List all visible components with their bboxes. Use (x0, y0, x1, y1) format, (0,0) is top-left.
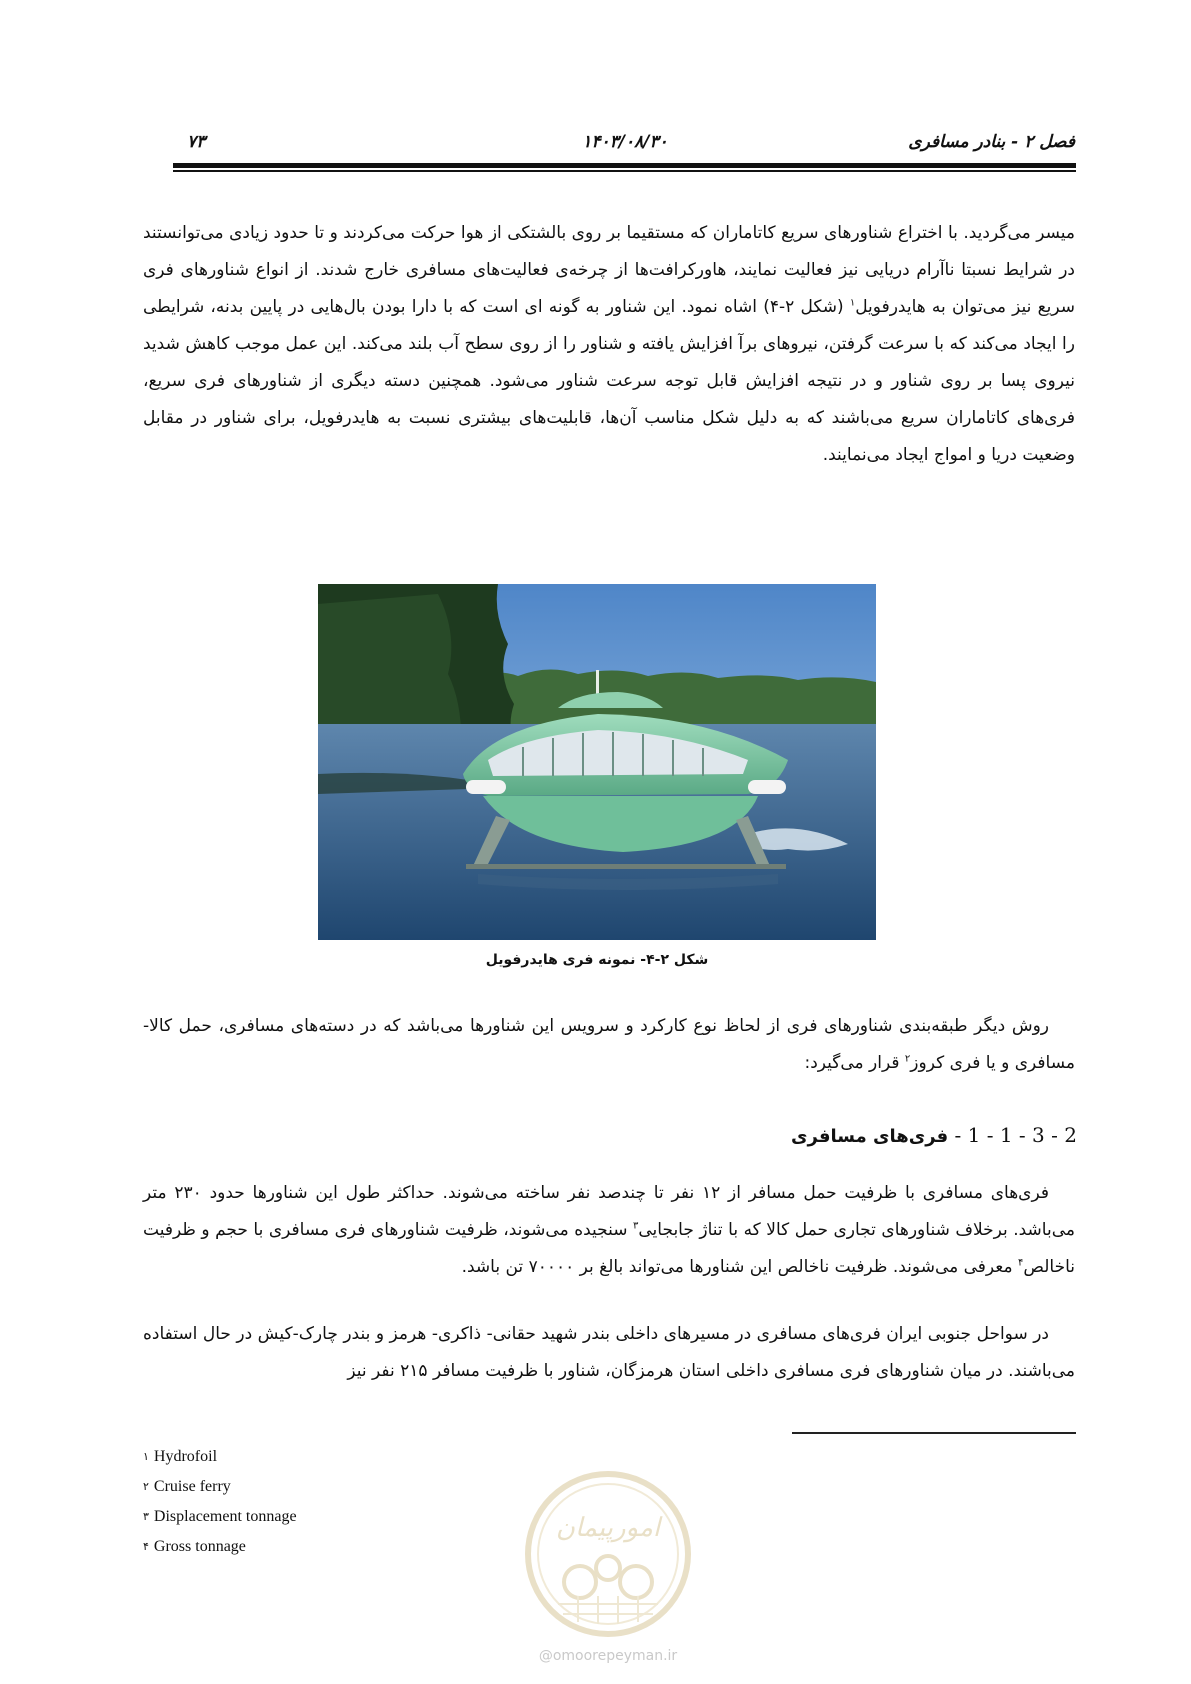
footnote-ref: ۱ (849, 297, 856, 309)
footnote-text: Displacement tonnage (153, 1508, 297, 1525)
paragraph-text: سنجیده می‌شوند، ظرفیت شناورهای فری مسافری با حجم و ظرفیت ناخالص (143, 1220, 1075, 1277)
footnote-number: ۴ (143, 1541, 149, 1553)
footnote-number: ۳ (143, 1511, 149, 1523)
paragraph-southern-coasts (143, 1316, 1075, 1390)
watermark-url: @omoorepeyman.ir (538, 1648, 678, 1664)
footnote-number: ۲ (143, 1481, 149, 1493)
footnote-text: Hydrofoil (153, 1448, 218, 1465)
chapter-title: فصل ۲ - بنادر مسافری (908, 132, 1075, 152)
watermark-logo-text: امورپیمان (555, 1513, 661, 1543)
paragraph-text: در سواحل جنوبی ایران فری‌های مسافری در مسیرهای داخلی بندر شهید حقانی- ذاکری- هرمز و بندر چارک-کیش در حال استفاده می‌باشند. در میان شناورهای فری مسافری داخلی استان هرمزگان، شناور با ظرفیت مسافر ۲۱۵ نفر نیز (143, 1324, 1075, 1381)
watermark-logo (518, 1464, 698, 1644)
paragraph-text: فری‌های مسافری با ظرفیت حمل مسافر از ۱۲ نفر تا چندصد نفر ساخته می‌شوند. حداکثر طول این شناورها حدود ۲۳۰ متر می‌باشد. برخلاف شناورهای تجاری حمل کالا که با تناژ جابجایی (143, 1183, 1075, 1240)
paragraph-text: معرفی می‌شوند. ظرفیت ناخالص این شناورها می‌تواند بالغ بر ۷۰۰۰۰ تن باشد. (461, 1257, 1019, 1277)
footnote-text: Cruise ferry (153, 1478, 231, 1495)
header-rule-thin (173, 170, 1076, 172)
section-title: فری‌های مسافری (791, 1126, 955, 1147)
section-number: 2 - 3 - 1 - 1 - (954, 1123, 1077, 1147)
paragraph-text: (شکل ۲-۴) اشاه نمود. این شناور به گونه ای است که با دارا بودن بال‌هایی در پایین بدنه، شرایطی را ایجاد می‌کند که با سرعت گرفتن، نیروهای برآ افزایش یافته و شناور را از روی سطح آب بلند می‌کند. این عمل موجب کاهش شدید نیروی پسا بر روی شناور و در نتیجه افزایش قابل توجه سرعت شناور می‌شود. همچنین دسته دیگری از شناورهای فری سریع، فری‌های کاتاماران سریع می‌باشند که به دلیل شکل مناسب آن‌ها، قابلیت‌های بیشتری نسبت به هایدرفویل، برای شناور در مقابل وضعیت دریا و امواج ایجاد می‌نمایند. (143, 297, 1075, 465)
header-rule-thick (173, 163, 1076, 168)
paragraph-text: روش دیگر طبقه‌بندی شناورهای فری از لحاظ نوع کارکرد و سرویس این شناورها می‌باشد که در دسته‌های مسافری، حمل کالا-مسافری و یا فری کروز (143, 1016, 1075, 1073)
paragraph-hovercraft-hydrofoil (143, 215, 1075, 474)
page-number: ۷۳ (187, 132, 206, 152)
page-header (175, 132, 1075, 154)
footnote-number: ۱ (143, 1451, 149, 1463)
footnote-ref: ۴ (1018, 1257, 1024, 1269)
paragraph-text: میسر می‌گردید. با اختراع شناورهای سریع کاتاماران که مستقیما بر روی بالشتکی از هوا حرکت می‌کردند و تا حدود زیادی می‌توانستند در شرایط نسبتا ناآرام دریایی نیز فعالیت نمایند، هاورکرافت‌ها از چرخه‌ی فعالیت‌های مسافری خارج شدند. از انواع شناورهای فری سریع نیز می‌توان به هایدرفویل (143, 223, 1075, 317)
header-date: ۱۴۰۳/۰۸/۳۰ (582, 132, 668, 152)
footnote-ref: ۲ (904, 1053, 911, 1065)
paragraph-passenger-ferries (143, 1175, 1075, 1286)
footnote-divider (792, 1432, 1076, 1434)
paragraph-text: قرار می‌گیرد: (804, 1053, 905, 1073)
hydrofoil-ferry-photo (318, 584, 876, 940)
paragraph-ferry-classification (143, 1008, 1075, 1082)
footnote-text: Gross tonnage (153, 1538, 246, 1555)
footnote-ref: ۳ (633, 1220, 639, 1232)
section-heading (791, 1123, 1077, 1147)
figure-caption: شکل ۲-۴- نمونه فری هایدرفویل (485, 952, 709, 968)
